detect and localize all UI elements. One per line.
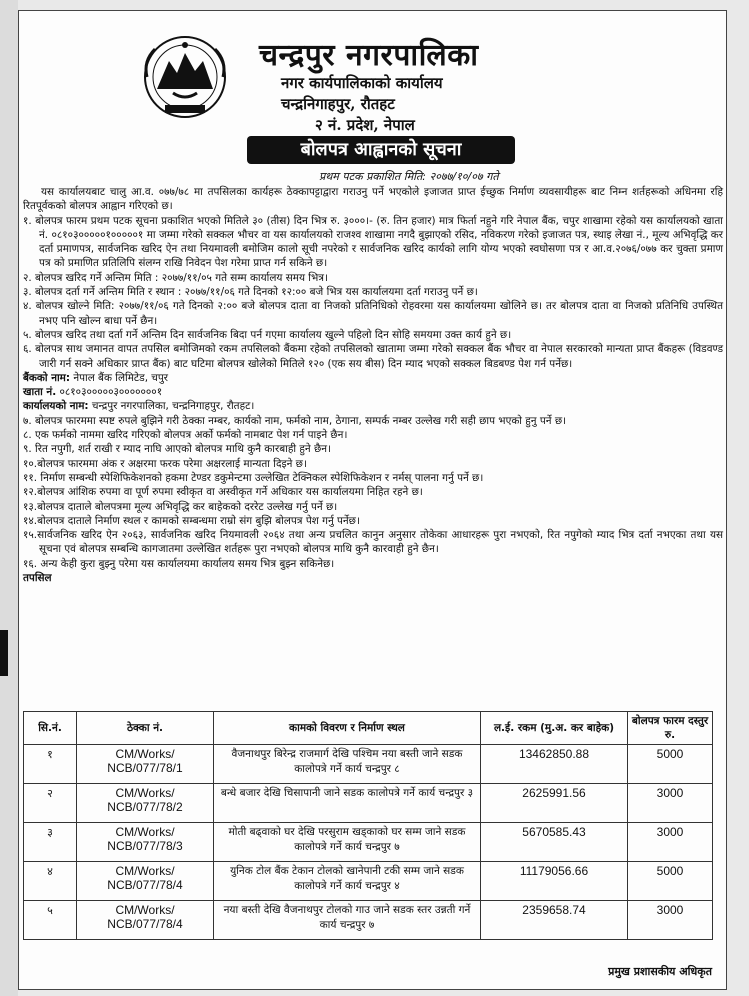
- cell-estimate-amount: 2359658.74: [481, 901, 628, 940]
- table-row: [24, 901, 713, 940]
- col-header-sn: सि.नं.: [24, 712, 77, 745]
- notice-page: [18, 10, 727, 990]
- table-row: [24, 784, 713, 823]
- bank-name-line: [23, 371, 723, 385]
- account-value: ०८१०३०००००३०००००००१: [59, 386, 163, 399]
- cell-estimate-amount: 5670585.43: [481, 823, 628, 862]
- table-row: [24, 745, 713, 784]
- intro-paragraph: यस कार्यालयबाट चालु आ.व. ०७७/७८ मा तपसिलका कार्यहरू ठेक्कापट्टाद्वारा गराउनु पर्ने भएकोले इजाजत प्राप्त ईच्छुक निर्माण व्यवसायीहरू बाट निम्न शर्तहरूको अधिनमा रहि रितपूर्वकको बोलपत्र आह्वान गरिएको छ।: [23, 186, 723, 213]
- cell-contract-no: CM/Works/ NCB/077/78/3: [77, 823, 214, 862]
- table-row: [24, 823, 713, 862]
- condition-item: ७. बोलपत्र फारममा स्पष्ट रुपले बुझिने गरी ठेक्का नम्बर, कार्यको नाम, फर्मको नाम, ठेगाना, सम्पर्क नम्बर उल्लेख गरी सही छाप भएको हुनु पर्ने छ।: [23, 414, 567, 427]
- signatory-title: प्रमुख प्रशासकीय अधिकृत: [608, 965, 712, 978]
- cell-estimate-amount: 13462850.88: [481, 745, 628, 784]
- cell-sn: १: [24, 745, 77, 784]
- table-row: [24, 862, 713, 901]
- notice-body: [23, 185, 723, 585]
- cell-sn: ३: [24, 823, 77, 862]
- cell-estimate-amount: 11179056.66: [481, 862, 628, 901]
- letterhead: [19, 11, 726, 141]
- condition-item: १४.बोलपत्र दाताले निर्माण स्थल र कामको सम्बन्धमा राम्रो संग बुझि बोलपत्र पेश गर्नु पर्नेछ।: [23, 514, 360, 527]
- cell-work-description: युनिक टोल बैंक टेकान टोलको खानेपानी टकी सम्म जाने सडक कालोपत्रे गर्ने कार्य चन्द्रपुर ४: [214, 862, 481, 901]
- col-header-amount: ल.ई. रकम (मु.अ. कर बाहेक): [481, 712, 628, 745]
- condition-item: ८. एक फर्मको नाममा खरिद गरिएको बोलपत्र अर्को फर्मको नामबाट पेश गर्न पाइने छैन।: [23, 429, 348, 442]
- schedule-label: तपसिल: [23, 572, 52, 585]
- office-name: नगर कार्यपालिकाको कार्यालय: [281, 74, 443, 92]
- notice-title: बोलपत्र आह्वानको सूचना: [247, 136, 515, 164]
- cell-form-fee: 3000: [628, 823, 713, 862]
- cell-work-description: मोती बढ्वाको घर देखि परसुराम खड्काको घर सम्म जाने सडक कालोपत्रे गर्ने कार्य चन्द्रपुर ७: [214, 823, 481, 862]
- office-value: चन्द्रपुर नगरपालिका, चन्द्रनिगाहपुर, रौतहट।: [91, 400, 255, 413]
- account-label: खाता नं.: [23, 386, 57, 399]
- condition-item: ५. बोलपत्र खरिद तथा दर्ता गर्ने अन्तिम दिन सार्वजनिक बिदा पर्न गएमा कार्यालय खुल्ने पहिलो दिन सोहि समयमा उक्त कार्य हुने छ।: [23, 328, 512, 341]
- account-line: [23, 385, 723, 399]
- cell-work-description: वैजनाथपुर बिरेन्द्र राजमार्ग देखि पश्चिम नया बस्ती जाने सडक कालोपत्रे गर्ने कार्य चन्द्रपुर ८: [214, 745, 481, 784]
- nepal-emblem-icon: [137, 31, 233, 121]
- publication-date: प्रथम पटक प्रकाशित मिति: २०७७/१०/०७ गते: [319, 170, 499, 183]
- condition-item: ३. बोलपत्र दर्ता गर्ने अन्तिम मिति र स्थान : २०७७/११/०६ गते दिनको १२:०० बजे भित्र यस कार्यालयमा दर्ता गराउनु पर्ने छ।: [23, 286, 478, 299]
- table-header-row: [24, 712, 713, 745]
- cell-contract-no: CM/Works/ NCB/077/78/4: [77, 862, 214, 901]
- cell-work-description: बन्धे बजार देखि चिसापानी जाने सडक कालोपत्रे गर्ने कार्य चन्द्रपुर ३: [214, 784, 481, 823]
- condition-item: ११. निर्माण सम्बन्धी स्पेशिफिकेशनको हकमा टेण्डर डकुमेन्टमा उल्लेखित टेक्निकल स्पेशिफिकेशन र नर्मस् पालना गर्नु पर्ने छ।: [23, 471, 484, 484]
- table-body: [24, 745, 713, 940]
- office-address: चन्द्रनिगाहपुर, रौतहट: [281, 95, 395, 113]
- condition-item: १५.सार्वजनिक खरिद ऐन २०६३, सार्वजनिक खरिद नियमावली २०६४ तथा अन्य प्रचलित कानुन अनुसार तोकेका आधारहरू पुरा नभएको, रित नपुगेको म्याद भित्र दर्ता नभएका तथा यस सूचना एवं बोलपत्र सम्बन्धि कागजातमा उल्लेखित शर्तहरू पुरा नभएको बोलपत्र माथि कुनै कारवाही हुने छैन।: [23, 529, 723, 556]
- bank-name-label: बैंकको नाम:: [23, 371, 71, 384]
- col-header-work: कामको विवरण र निर्माण स्थल: [214, 712, 481, 745]
- cell-form-fee: 3000: [628, 901, 713, 940]
- cell-work-description: नया बस्ती देखि वैजनाथपुर टोलको गाउ जाने सडक स्तर उन्नती गर्ने कार्य चन्द्रपुर ७: [214, 901, 481, 940]
- province-line: २ नं. प्रदेश, नेपाल: [315, 116, 415, 134]
- cell-form-fee: 5000: [628, 862, 713, 901]
- col-header-contract: ठेक्का नं.: [77, 712, 214, 745]
- cell-sn: २: [24, 784, 77, 823]
- condition-item: १. बोलपत्र फारम प्रथम पटक सूचना प्रकाशित भएको मितिले ३० (तीस) दिन भित्र रु. ३०००।- (रु. तिन हजार) मात्र फिर्ता नहुने गरि नेपाल बैंक, चपुर शाखामा रहेको यस कार्यालयको खाता नं. ०८१०३०००००१०००००१ मा जम्मा गरेको सक्कल भौचर वा यस कार्यालयको राजश्व शाखामा नगदै बुझाएको रसिद, नविकरण गरेको इजाजत पत्र, स्थाइ लेखा नं., मूल्य अभिवृद्धि कर दर्ता प्रमाणपत्र, सार्वजनिक खरिद ऐन तथा नियमावली बमोजिम कालो सूची नपरेको र सार्वजनिक खरिद कार्यको लागि योग्य भएको स्वघोसणा पत्र र आ.व.२०७६/०७७ कर चुक्ता प्रमाण पत्र को प्रमाणित प्रतिलिपि संलग्न राखि निवेदन पेश गरेमा प्राप्त गर्न सकिने छ।: [23, 214, 723, 270]
- condition-item: १२.बोलपत्र आंशिक रुपमा वा पूर्ण रुपमा स्वीकृत वा अस्वीकृत गर्ने अधिकार यस कार्यालयमा निहित रहने छ।: [23, 486, 423, 499]
- condition-item: ६. बोलपत्र साथ जमानत वापत तपसिल बमोजिमको रकम तपसिलको बैंकमा रहेको तपसिलको खातामा जम्मा गरेको सक्कल बैंक भौचर वा नेपाल सरकारको मान्यता प्राप्त बैंकहरू (विडवण्ड जारी गर्न सक्ने अधिकार प्राप्त बैंक) बाट घटिमा बोलपत्र खोलेको मितिले १२० (एक सय बीस) दिन म्याद भएको सक्कल बिडबण्ड पेश गर्न पर्नेछ।: [23, 343, 723, 370]
- condition-item: १६. अन्य केही कुरा बुझ्नु परेमा यस कार्यालयमा कार्यालय समय भित्र बुझ्न सकिनेछ।: [23, 557, 335, 570]
- cell-contract-no: CM/Works/ NCB/077/78/2: [77, 784, 214, 823]
- cell-estimate-amount: 2625991.56: [481, 784, 628, 823]
- municipality-title: चन्द्रपुर नगरपालिका: [259, 38, 479, 73]
- condition-item: ४. बोलपत्र खोल्ने मिति: २०७७/११/०६ गते दिनको २:०० बजे बोलपत्र दाता वा निजको प्रतिनिधिको रोहवरमा यस कार्यालयमा खोलिने छ। तर बोलपत्र दाता वा निजको प्रतिनिधि उपस्थित नभए पनि खोल्न बाधा पर्ने छैन।: [23, 300, 723, 327]
- left-margin-strip: [0, 0, 18, 996]
- cell-sn: ४: [24, 862, 77, 901]
- condition-item: ९. रित नपुगी, शर्त राखी र म्याद नाघि आएको बोलपत्र माथि कुनै कारबाही हुने छैन।: [23, 443, 331, 456]
- cell-sn: ५: [24, 901, 77, 940]
- office-label: कार्यालयको नाम:: [23, 400, 89, 413]
- tender-schedule-table: [23, 711, 713, 940]
- condition-item: २. बोलपत्र खरिद गर्ने अन्तिम मिति : २०७७/११/०५ गते सम्म कार्यालय समय भित्र।: [23, 271, 328, 284]
- cell-form-fee: 3000: [628, 784, 713, 823]
- margin-marker: [0, 630, 8, 676]
- condition-item: १३.बोलपत्र दाताले बोलपत्रमा मूल्य अभिवृद्धि कर बाहेकको दररेट उल्लेख गर्नु पर्ने छ।: [23, 500, 338, 513]
- condition-item: १०.बोलपत्र फारममा अंक र अक्षरमा फरक परेमा अक्षरलाई मान्यता दिइने छ।: [23, 457, 307, 470]
- bank-name-value: नेपाल बैंक लिमिटेड, चपुर: [73, 371, 169, 384]
- cell-form-fee: 5000: [628, 745, 713, 784]
- cell-contract-no: CM/Works/ NCB/077/78/4: [77, 901, 214, 940]
- cell-contract-no: CM/Works/ NCB/077/78/1: [77, 745, 214, 784]
- office-line: [23, 399, 723, 413]
- col-header-fee: बोलपत्र फारम दस्तुर रु.: [628, 712, 713, 745]
